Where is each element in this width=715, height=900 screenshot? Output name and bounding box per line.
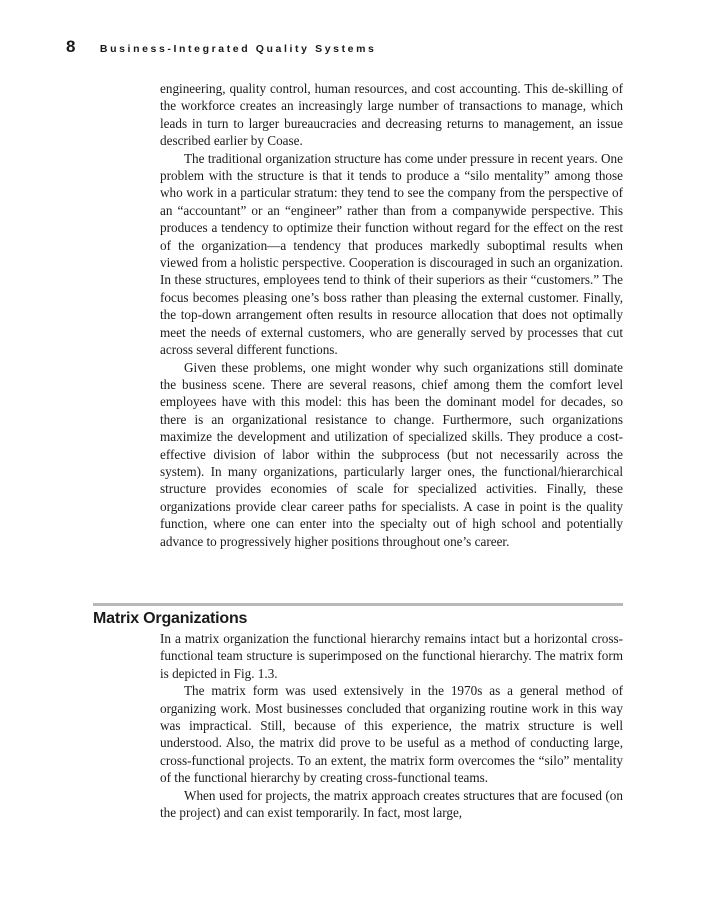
paragraph-matrix-projects: When used for projects, the matrix approach creates structures that are focused (on the project) and can exist temporarily. In fact, most large, bbox=[160, 787, 623, 821]
paragraph-continued: engineering, quality control, human resources, and cost accounting. This de-skilling of the workforce creates an increasingly large number of transactions to manage, which leads in turn to larger bureaucracies and decreasing returns to management, an issue described earlier by Coase. bbox=[160, 81, 623, 149]
paragraph-why-dominate: Given these problems, one might wonder why such organizations still dominate the business scene. There are several reasons, chief among them the comfort level employees have with this model: this has been the dominant model for decades, so there is an organizational resistance to change. Furthermore, such organizations maximize the development and utilization of specialized skills. They produce a cost-effective division of labor within the subprocess (but not necessarily across the system). In many organizations, particularly larger ones, the functional/hierarchical structure provides economies of scale for specialized activities. Finally, these organizations provide clear career paths for specialists. A case in point is the quality function, where one can enter into the specialty out of high school and potentially advance to progressively higher positions throughout one’s career. bbox=[160, 359, 623, 549]
book-title: Business-Integrated Quality Systems bbox=[99, 43, 377, 55]
paragraph-matrix-intro: In a matrix organization the functional hierarchy remains intact but a horizontal cross-functional team structure is superimposed on the functional hierarchy. The matrix form is depicted in Fig. 1.3. bbox=[160, 631, 623, 681]
running-head bbox=[66, 37, 376, 57]
paragraph-traditional-structure: The traditional organization structure has come under pressure in recent years. One problem with the structure is that it tends to produce a “silo mentality” among those who work in a particular stratum: they tend to see the company from the perspective of an “accountant” or an “engineer” rather than from a companywide perspective. This produces a tendency to optimize their function without regard for the effect on the rest of the organization—a tendency that produces markedly suboptimal results when viewed from a holistic perspective. Cooperation is discouraged in such an organization. In these structures, employees tend to think of their superiors as their “customers.” The focus becomes pleasing one’s boss rather than pleasing the external customer. Finally, the top-down arrangement often results in resource allocation that does not optimally meet the needs of external customers, who are generally served by processes that cut across several different functions. bbox=[160, 150, 623, 358]
page-number: 8 bbox=[66, 37, 76, 56]
body-text-matrix bbox=[160, 630, 623, 821]
section-heading: Matrix Organizations bbox=[93, 610, 248, 627]
paragraph-matrix-history: The matrix form was used extensively in the 1970s as a general method of organizing work. Most businesses concluded that organizing routine work in this way was impractical. Still, because of this experience, the matrix structure is well understood. Also, the matrix did prove to be useful as a method of conducting large, cross-functional projects. To an extent, the matrix form overcomes the “silo” mentality of the functional hierarchy by creating cross-functional teams. bbox=[160, 683, 623, 786]
body-text-top bbox=[160, 80, 623, 550]
section-divider bbox=[93, 603, 623, 606]
